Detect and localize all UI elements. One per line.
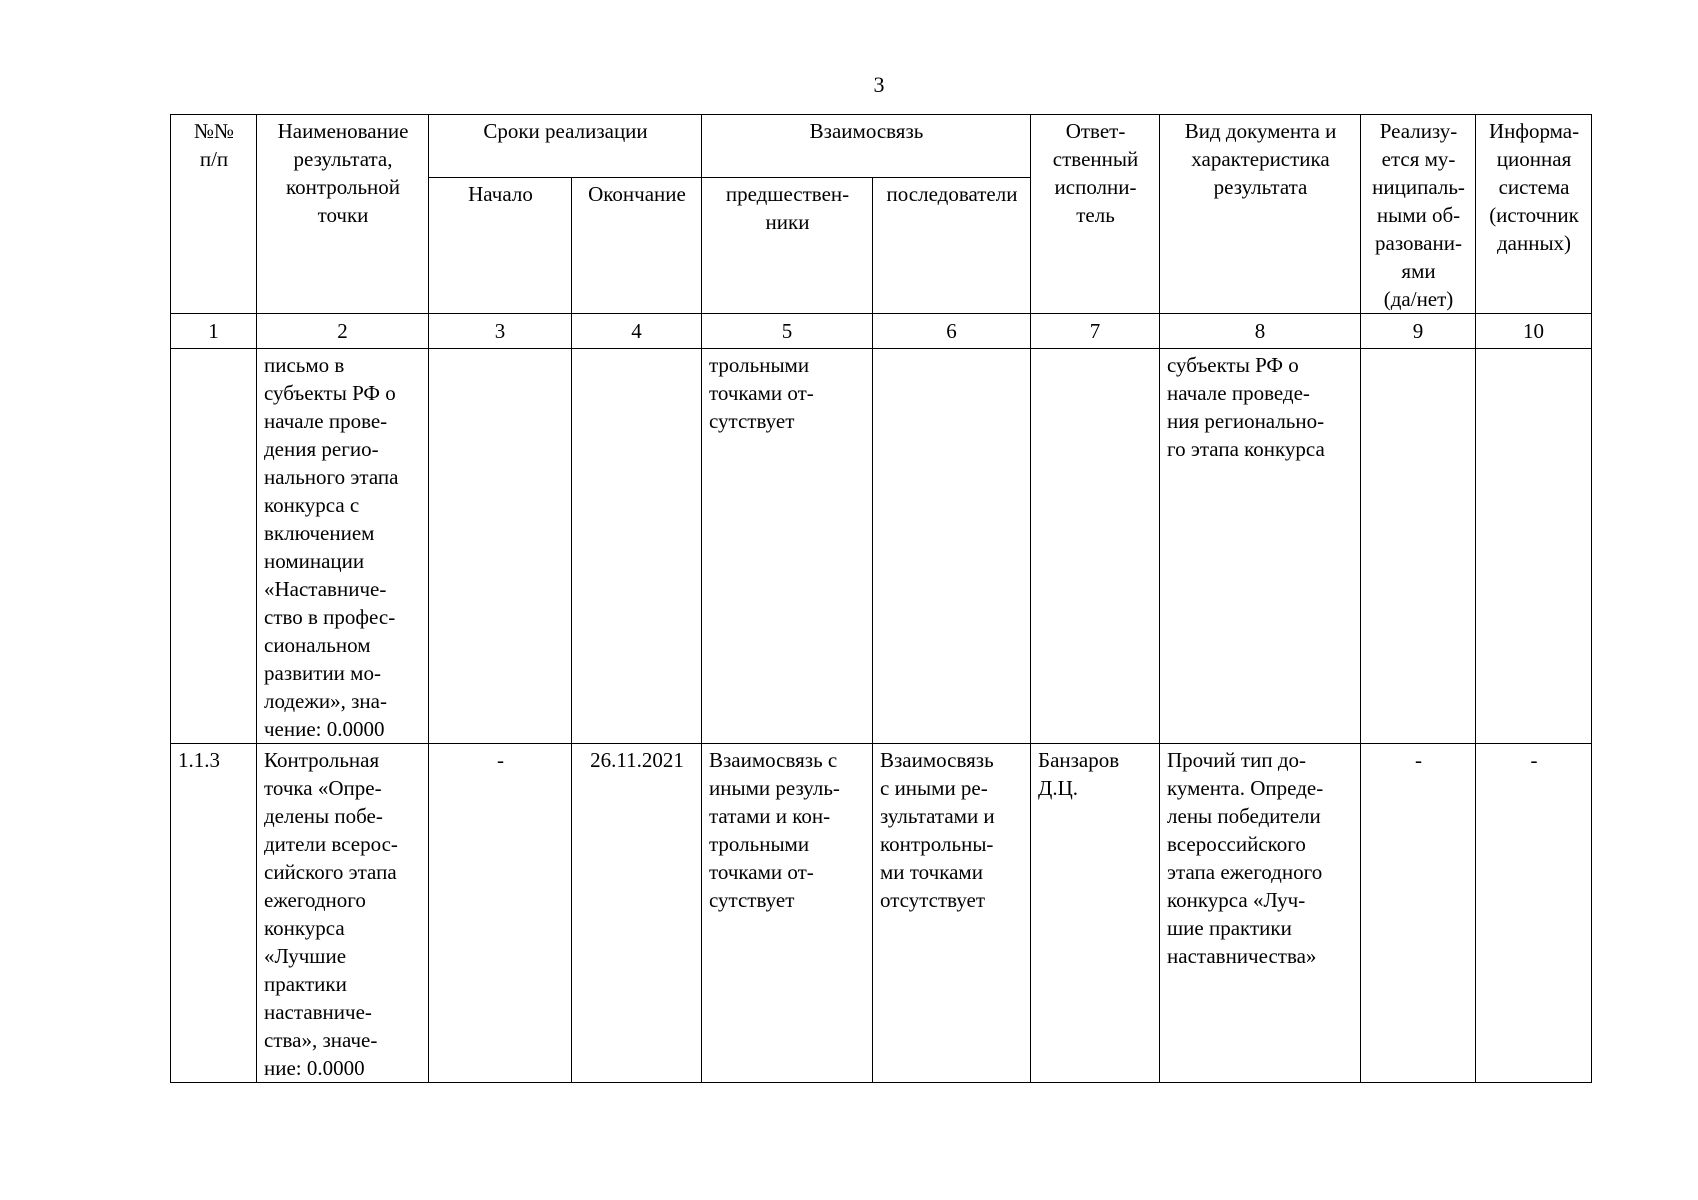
- row-name-cell: Контрольная точка «Опре- делены побе- дители всерос- сийского этапа ежегодного конкурса «Лучшие практики наставниче- ства», значе- ние: 0.0000: [257, 744, 429, 1083]
- column-number-row: [171, 314, 1592, 349]
- row-responsible-cell: [1031, 349, 1160, 744]
- row-responsible-cell: Банзаров Д.Ц.: [1031, 744, 1160, 1083]
- row-municipal-cell: -: [1361, 744, 1476, 1083]
- row-info-system-cell: [1476, 349, 1592, 744]
- column-number: 7: [1031, 314, 1160, 349]
- column-number: 9: [1361, 314, 1476, 349]
- row-municipal-cell: [1361, 349, 1476, 744]
- column-number: 4: [572, 314, 702, 349]
- row-doc-type-cell: субъекты РФ о начале проведе- ния регионально- го этапа конкурса: [1160, 349, 1361, 744]
- row-start-cell: -: [429, 744, 572, 1083]
- page-number: 3: [873, 72, 885, 97]
- column-number: 5: [702, 314, 873, 349]
- row-end-cell: [572, 349, 702, 744]
- row-num-cell: [171, 349, 257, 744]
- column-number: 6: [873, 314, 1031, 349]
- header-info-system: Информа- ционная система (источник данных): [1476, 115, 1592, 314]
- header-relation: Взаимосвязь: [702, 115, 1031, 178]
- row-predecessors-cell: Взаимосвязь с иными резуль- татами и кон- трольными точками от- сутствует: [702, 744, 873, 1083]
- table-row: [171, 744, 1592, 1083]
- row-successors-cell: Взаимосвязь с иными ре- зультатами и контрольны- ми точками отсутствует: [873, 744, 1031, 1083]
- header-end: Окончание: [572, 177, 702, 313]
- header-municipal: Реализу- ется му- ниципаль- ными об- разовани- ями (да/нет): [1361, 115, 1476, 314]
- header-responsible: Ответ- ственный исполни- тель: [1031, 115, 1160, 314]
- header-successors: последователи: [873, 177, 1031, 313]
- column-number: 2: [257, 314, 429, 349]
- row-doc-type-cell: Прочий тип до- кумента. Опреде- лены победители всероссийского этапа ежегодного конкурса «Луч- шие практики наставничества»: [1160, 744, 1361, 1083]
- header-num: №№ п/п: [171, 115, 257, 314]
- row-successors-cell: [873, 349, 1031, 744]
- row-num-cell: 1.1.3: [171, 744, 257, 1083]
- header-start: Начало: [429, 177, 572, 313]
- row-info-system-cell: -: [1476, 744, 1592, 1083]
- header-terms: Сроки реализации: [429, 115, 702, 178]
- column-number: 10: [1476, 314, 1592, 349]
- column-number: 3: [429, 314, 572, 349]
- row-predecessors-cell: трольными точками от- сутствует: [702, 349, 873, 744]
- row-end-cell: 26.11.2021: [572, 744, 702, 1083]
- control-points-table: [170, 114, 1592, 1083]
- table-row: [171, 349, 1592, 744]
- column-number: 8: [1160, 314, 1361, 349]
- row-start-cell: [429, 349, 572, 744]
- header-row-1: [171, 115, 1592, 178]
- header-doc-type: Вид документа и характеристика результата: [1160, 115, 1361, 314]
- column-number: 1: [171, 314, 257, 349]
- header-name: Наименование результата, контрольной точки: [257, 115, 429, 314]
- header-predecessors: предшествен- ники: [702, 177, 873, 313]
- row-name-cell: письмо в субъекты РФ о начале прове- дения регио- нального этапа конкурса с включением номинации «Наставниче- ство в профес- сиональном развитии мо- лодежи», зна- чение: 0.0000: [257, 349, 429, 744]
